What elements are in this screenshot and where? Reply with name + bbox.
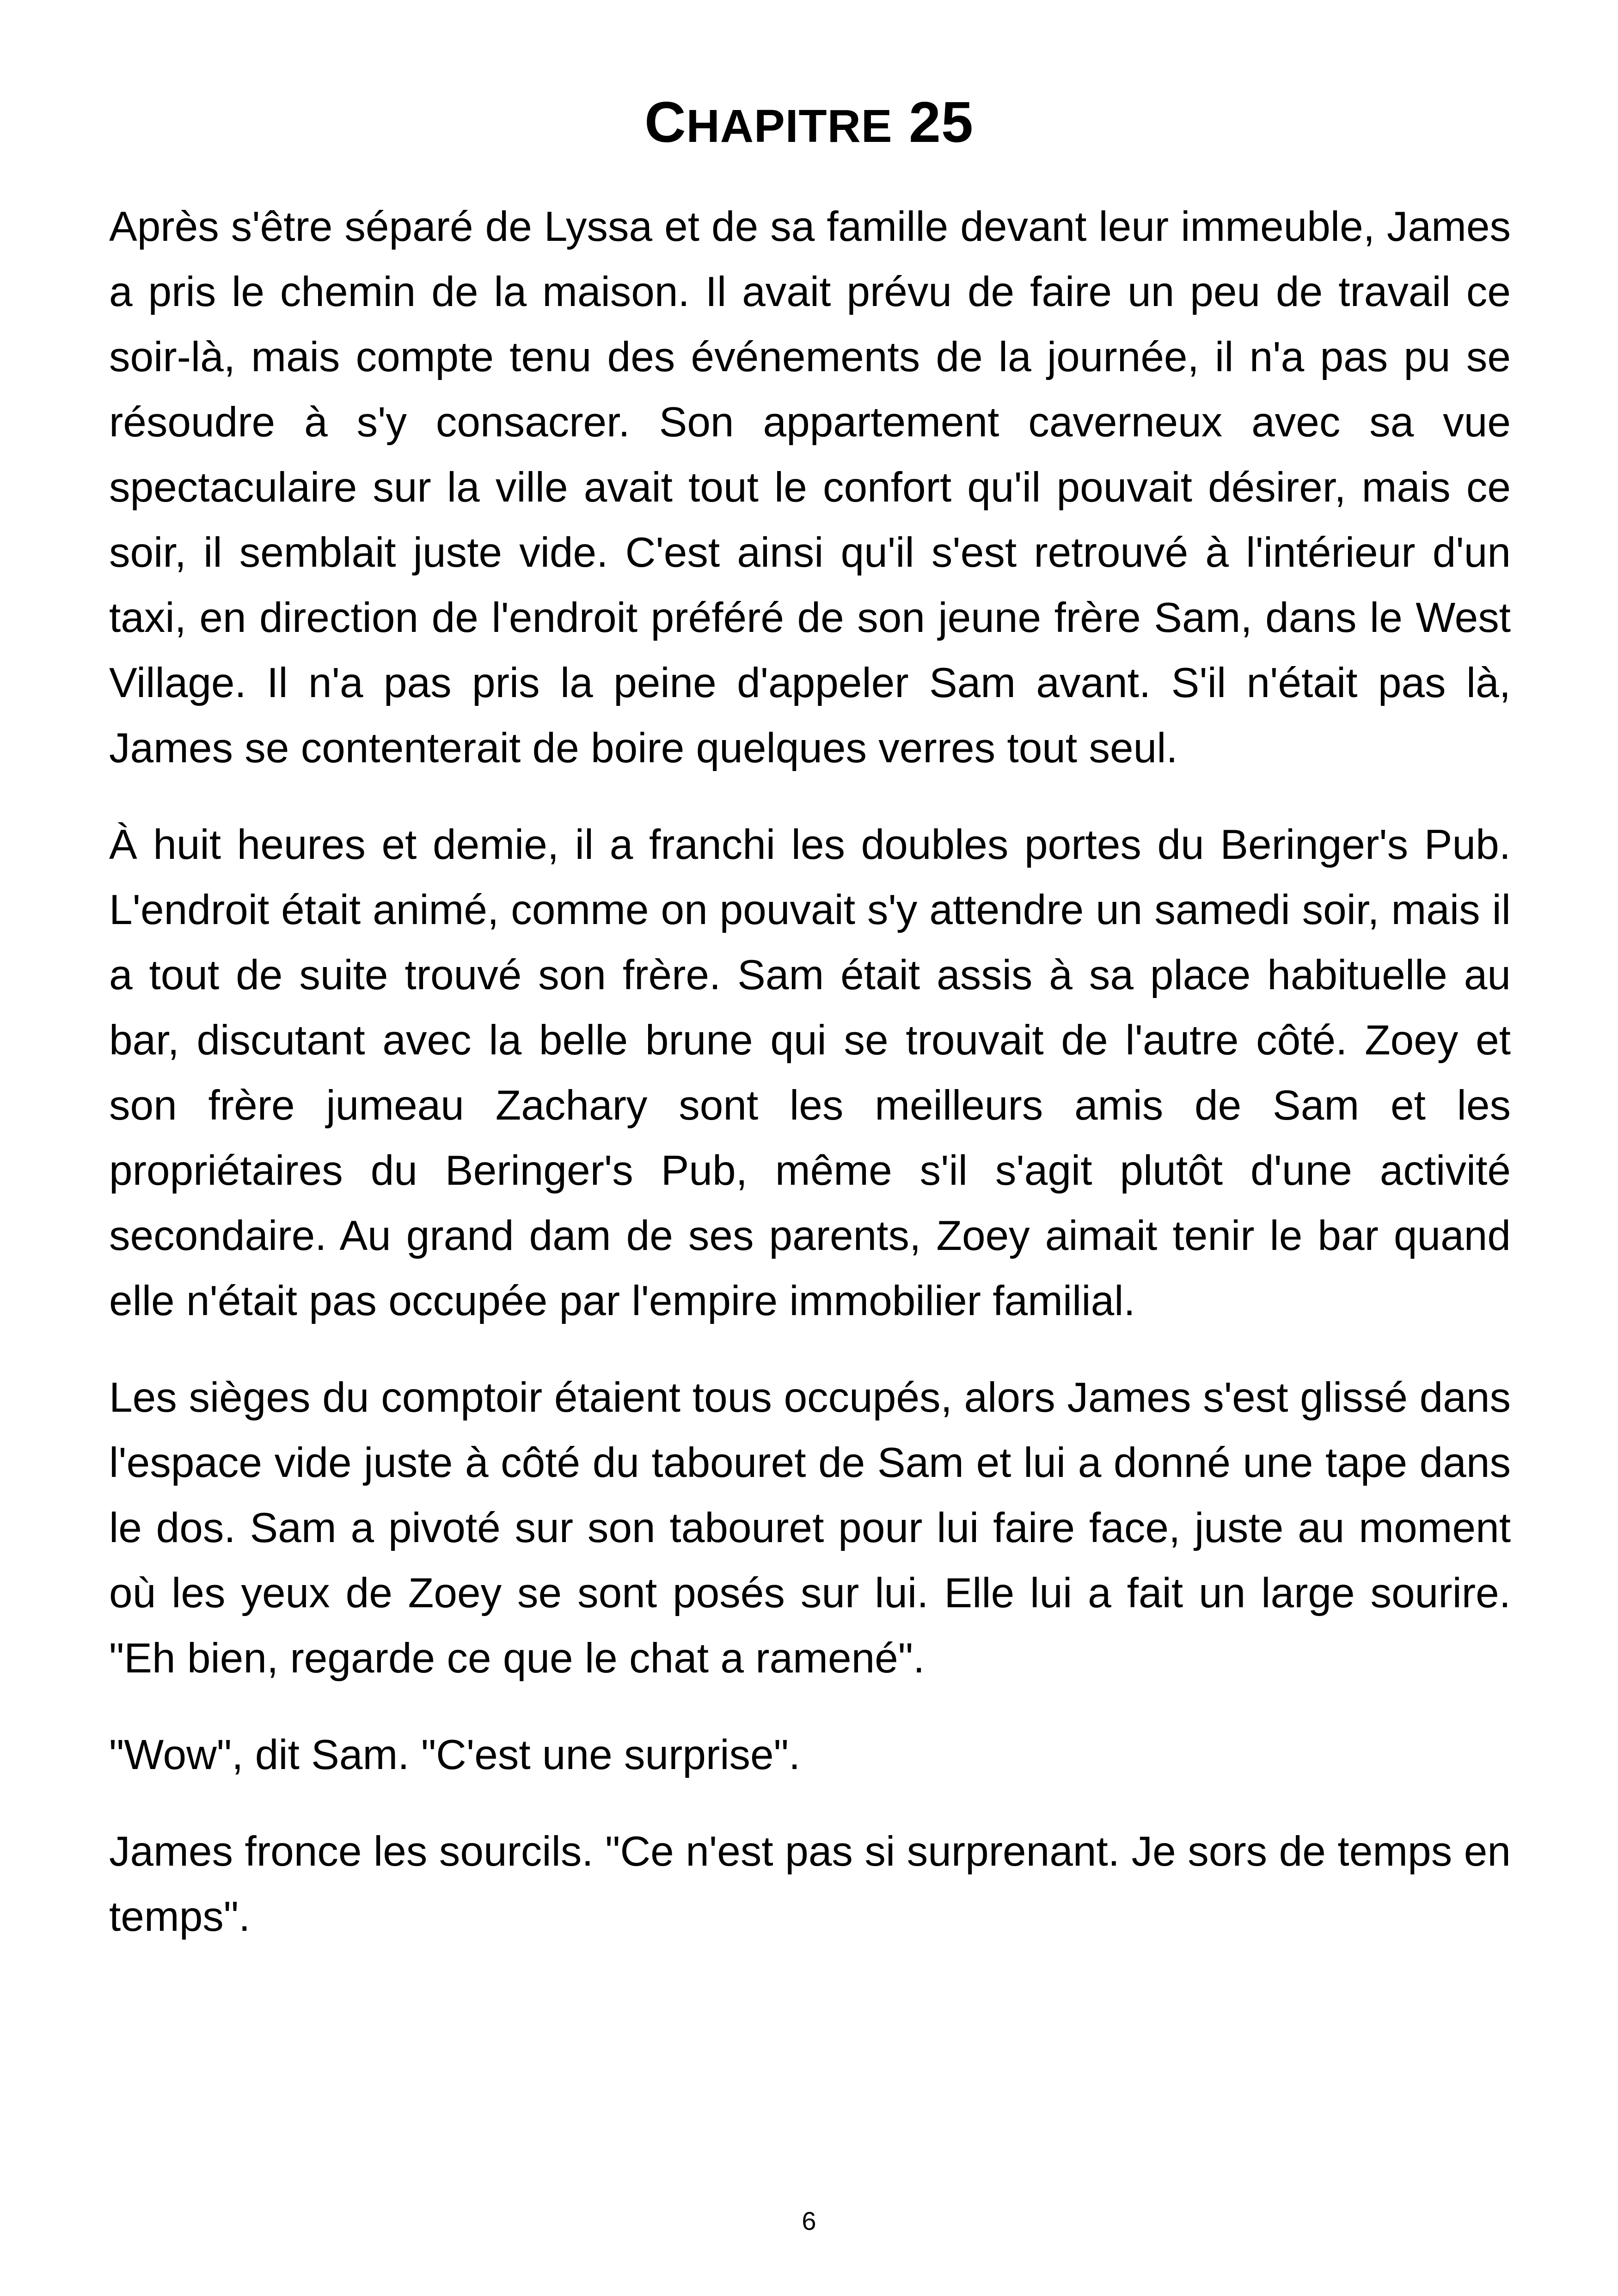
paragraph-5: James fronce les sourcils. "Ce n'est pas si surprenant. Je sors de temps en temps". — [109, 1828, 1511, 1940]
chapter-body — [109, 194, 1511, 1981]
paragraph-2: À huit heures et demie, il a franchi les doubles portes du Beringer's Pub. L'endroit était animé, comme on pouvait s'y attendre un samedi soir, mais il a tout de suite trouvé son frère. Sam était assis à sa place habituelle au bar, discutant avec la belle brune qui se trouvait de l'autre côté. Zoey et son frère jumeau Zachary sont les meilleurs amis de Sam et les propriétaires du Beringer's Pub, même s'il s'agit plutôt d'une activité secondaire. Au grand dam de ses parents, Zoey aimait tenir le bar quand elle n'était pas occupée par l'empire immobilier familial. — [109, 821, 1511, 1324]
paragraph-3: Les sièges du comptoir étaient tous occupés, alors James s'est glissé dans l'espace vide juste à côté du tabouret de Sam et lui a donné une tape dans le dos. Sam a pivoté sur son tabouret pour lui faire face, juste au moment où les yeux de Zoey se sont posés sur lui. Elle lui a fait un large sourire. "Eh bien, regarde ce que le chat a ramené". — [109, 1374, 1511, 1682]
chapter-title — [0, 88, 1618, 161]
paragraph-1: Après s'être séparé de Lyssa et de sa famille devant leur immeuble, James a pris le chemin de la maison. Il avait prévu de faire un peu de travail ce soir-là, mais compte tenu des événements de la journée, il n'a pas pu se résoudre à s'y consacrer. Son appartement caverneux avec sa vue spectaculaire sur la ville avait tout le confort qu'il pouvait désirer, mais ce soir, il semblait juste vide. C'est ainsi qu'il s'est retrouvé à l'intérieur d'un taxi, en direction de l'endroit préféré de son jeune frère Sam, dans le West Village. Il n'a pas pris la peine d'appeler Sam avant. S'il n'était pas là, James se contenterait de boire quelques verres tout seul. — [109, 203, 1511, 771]
page-number: 6 — [802, 2206, 816, 2235]
chapter-title-word: HAPITRE — [686, 100, 893, 152]
paragraph-4: "Wow", dit Sam. "C'est une surprise". — [109, 1732, 801, 1778]
chapter-number: 25 — [909, 91, 974, 154]
chapter-title-first-letter: C — [644, 91, 686, 154]
